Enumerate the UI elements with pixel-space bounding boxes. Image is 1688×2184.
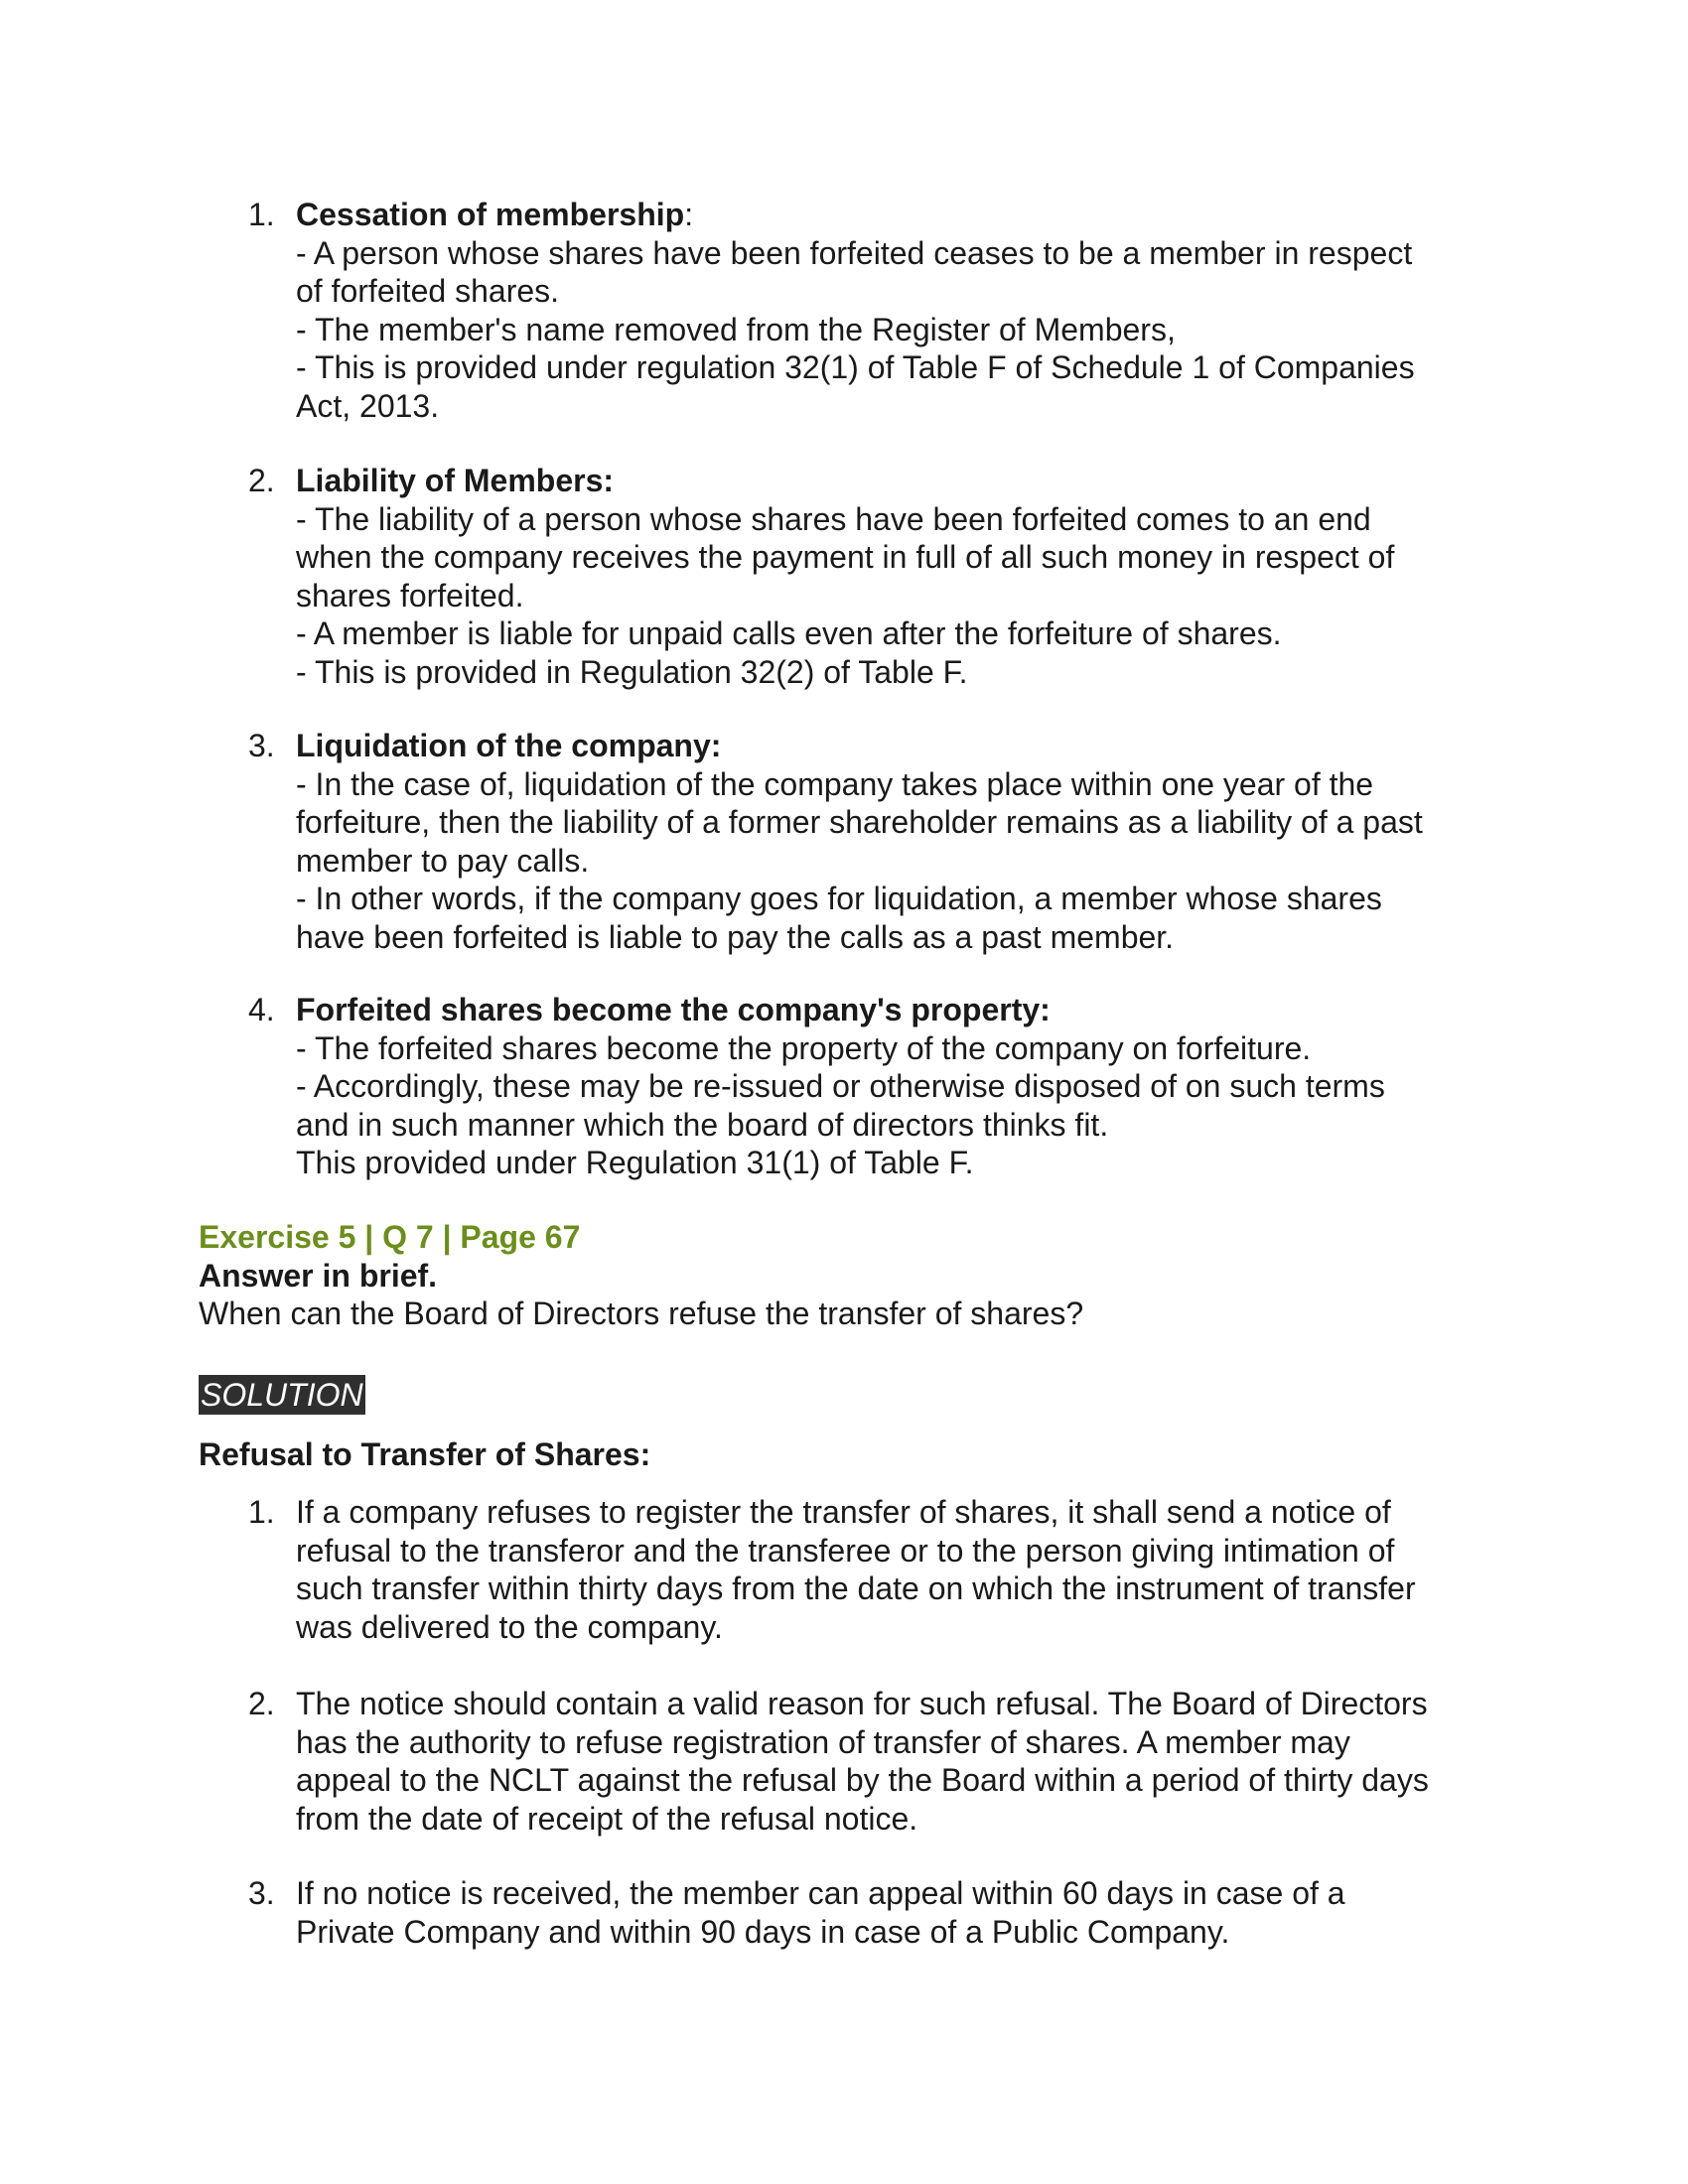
item-line: - Accordingly, these may be re-issued or otherwise disposed of on such terms (296, 1068, 1385, 1104)
item-line: refusal to the transferor and the transferee or to the person giving intimation of (296, 1532, 1395, 1569)
item-line: - This is provided under regulation 32(1) of Table F of Schedule 1 of Companies (296, 349, 1415, 385)
item-line: Private Company and within 90 days in case of a Public Company. (296, 1913, 1230, 1950)
item-line: The notice should contain a valid reason for such refusal. The Board of Directors (296, 1686, 1428, 1721)
item-line: of forfeited shares. (296, 273, 560, 309)
item-line: If a company refuses to register the transfer of shares, it shall send a notice of (296, 1494, 1391, 1530)
item-heading: Cessation of membership (296, 197, 685, 232)
item-heading: Forfeited shares become the company's property: (296, 992, 1051, 1027)
item-line: have been forfeited is liable to pay the calls as a past member. (296, 918, 1175, 955)
list-item (248, 1874, 1499, 1951)
forfeiture-effects-list-3 (248, 727, 1499, 956)
item-line: - A person whose shares have been forfeited ceases to be a member in respect (296, 234, 1413, 271)
list-number: 4. (248, 992, 275, 1027)
item-line: - In the case of, liquidation of the company takes place within one year of the (296, 765, 1374, 802)
item-line: such transfer within thirty days from the date on which the instrument of transfer (296, 1570, 1416, 1606)
item-line: member to pay calls. (296, 842, 590, 879)
item-line: If no notice is received, the member can appeal within 60 days in case of a (296, 1875, 1345, 1911)
question-block (199, 1218, 1489, 1333)
list-number: 2. (248, 463, 275, 498)
forfeiture-effects-list-2 (248, 462, 1499, 691)
item-line: - In other words, if the company goes for liquidation, a member whose shares (296, 881, 1382, 916)
item-line: - The liability of a person whose shares have been forfeited comes to an end (296, 500, 1371, 537)
refusal-list (248, 1493, 1499, 1646)
answer-type: Answer in brief. (199, 1257, 438, 1294)
item-line: - The member's name removed from the Register of Members, (296, 311, 1176, 347)
exercise-reference[interactable]: Exercise 5 | Q 7 | Page 67 (199, 1219, 581, 1255)
item-line: has the authority to refuse registration of transfer of shares. A member may (296, 1723, 1350, 1760)
item-line: Act, 2013. (296, 387, 440, 424)
item-line: was delivered to the company. (296, 1608, 723, 1645)
refusal-list-3 (248, 1874, 1499, 1951)
item-heading: Liquidation of the company: (296, 728, 722, 763)
list-item (248, 462, 1499, 691)
list-item (248, 727, 1499, 956)
list-item (248, 1493, 1499, 1646)
item-line: from the date of receipt of the refusal notice. (296, 1800, 918, 1837)
section-title: Refusal to Transfer of Shares: (199, 1436, 651, 1472)
list-number: 1. (248, 197, 275, 232)
list-number: 2. (248, 1686, 275, 1721)
list-item (248, 196, 1499, 425)
forfeiture-effects-list-4 (248, 991, 1499, 1182)
item-line: This provided under Regulation 31(1) of Table F. (296, 1145, 974, 1180)
list-item (248, 1685, 1499, 1838)
item-line: - This is provided in Regulation 32(2) of Table F. (296, 653, 968, 690)
item-line: - A member is liable for unpaid calls even after the forfeiture of shares. (296, 615, 1282, 651)
item-heading-suffix: : (684, 197, 694, 232)
item-line: forfeiture, then the liability of a former shareholder remains as a liability of a past (296, 804, 1423, 840)
forfeiture-effects-list (248, 196, 1499, 425)
item-line: - The forfeited shares become the property of the company on forfeiture. (296, 1029, 1312, 1066)
item-line: and in such manner which the board of directors thinks fit. (296, 1106, 1109, 1143)
list-item (248, 991, 1499, 1182)
item-line: appeal to the NCLT against the refusal by the Board within a period of thirty days (296, 1762, 1429, 1798)
item-line: when the company receives the payment in full of all such money in respect of (296, 539, 1395, 575)
question-text: When can the Board of Directors refuse the transfer of shares? (199, 1296, 1084, 1331)
solution-label: SOLUTION (201, 1377, 363, 1413)
list-number: 3. (248, 1875, 275, 1911)
list-number: 1. (248, 1494, 275, 1530)
item-heading: Liability of Members: (296, 463, 615, 498)
item-line: shares forfeited. (296, 577, 524, 614)
list-number: 3. (248, 728, 275, 763)
refusal-list-2 (248, 1685, 1499, 1838)
